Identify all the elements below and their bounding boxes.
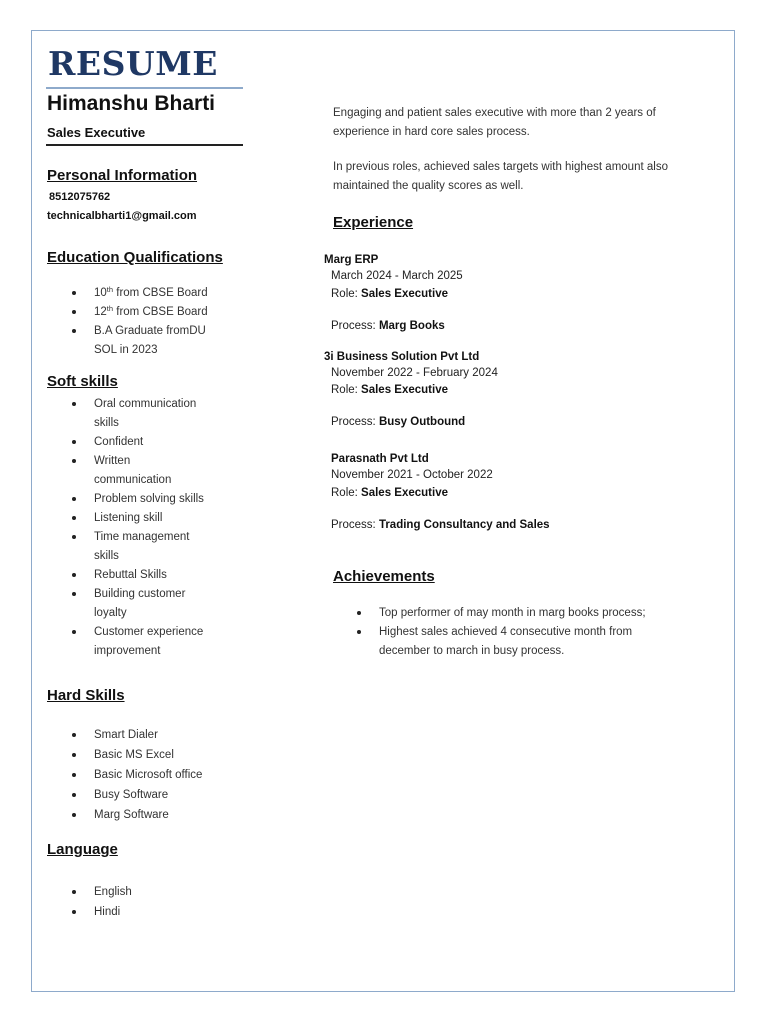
list-item: Confident: [70, 433, 220, 452]
list-item: Building customer loyalty: [70, 585, 214, 623]
list-item: Basic MS Excel: [70, 746, 230, 765]
list-item: Rebuttal Skills: [70, 566, 220, 585]
candidate-name: Himanshu Bharti: [47, 92, 216, 115]
job-company: Parasnath Pvt Ltd: [331, 453, 429, 465]
job-dates: November 2021 - October 2022: [331, 469, 493, 481]
job-role: Role: Sales Executive: [331, 288, 448, 300]
job-process: Process: Marg Books: [331, 320, 445, 332]
language-heading: Language: [47, 841, 118, 858]
job-company: Marg ERP: [324, 254, 379, 266]
hard-skills-list: [70, 726, 230, 825]
list-item: Oral communication skills: [70, 395, 214, 433]
language-list: [70, 883, 230, 922]
soft-skills-heading: Soft skills: [47, 373, 118, 390]
achievements-list: [355, 604, 685, 661]
list-item: English: [70, 883, 230, 902]
list-item: Time management skills: [70, 528, 214, 566]
hard-skills-heading: Hard Skills: [47, 687, 125, 704]
job-role: Role: Sales Executive: [331, 487, 448, 499]
candidate-role: Sales Executive: [47, 125, 146, 140]
job-process: Process: Trading Consultancy and Sales: [331, 519, 550, 531]
list-item: Highest sales achieved 4 consecutive month from december to march in busy process.: [355, 623, 674, 661]
education-list: [70, 284, 230, 360]
list-item: Busy Software: [70, 786, 230, 805]
summary-paragraph-2: In previous roles, achieved sales targets with highest amount also maintained the quality scores as well.: [333, 161, 668, 192]
list-item: Basic Microsoft office: [70, 766, 230, 785]
job-dates: November 2022 - February 2024: [331, 367, 498, 379]
experience-heading: Experience: [333, 214, 414, 231]
list-item: Written communication: [70, 452, 204, 490]
soft-skills-list: [70, 395, 220, 661]
education-heading: Education Qualifications: [47, 249, 223, 266]
job-process: Process: Busy Outbound: [331, 416, 466, 428]
job-company: 3i Business Solution Pvt Ltd: [324, 351, 480, 363]
list-item: Listening skill: [70, 509, 220, 528]
list-item: Top performer of may month in marg books process;: [355, 604, 685, 623]
list-item: B.A Graduate fromDU SOL in 2023: [70, 322, 222, 360]
job-role: Role: Sales Executive: [331, 384, 448, 396]
document-title: RESUME: [48, 44, 218, 83]
summary-paragraph-1: Engaging and patient sales executive with more than 2 years of experience in hard core sales process.: [333, 107, 656, 138]
list-item: 12th from CBSE Board: [70, 303, 230, 322]
list-item: 10th from CBSE Board: [70, 284, 230, 303]
list-item: Customer experience improvement: [70, 623, 234, 661]
title-divider: [46, 87, 243, 89]
achievements-heading: Achievements: [333, 568, 435, 585]
personal-info-heading: Personal Information: [47, 167, 198, 184]
job-dates: March 2024 - March 2025: [331, 270, 463, 282]
list-item: Hindi: [70, 903, 230, 922]
phone-number: 8512075762: [49, 191, 111, 203]
list-item: Problem solving skills: [70, 490, 220, 509]
list-item: Smart Dialer: [70, 726, 230, 745]
header-divider: [46, 144, 243, 146]
email-address: technicalbharti1@gmail.com: [47, 210, 197, 222]
list-item: Marg Software: [70, 806, 230, 825]
